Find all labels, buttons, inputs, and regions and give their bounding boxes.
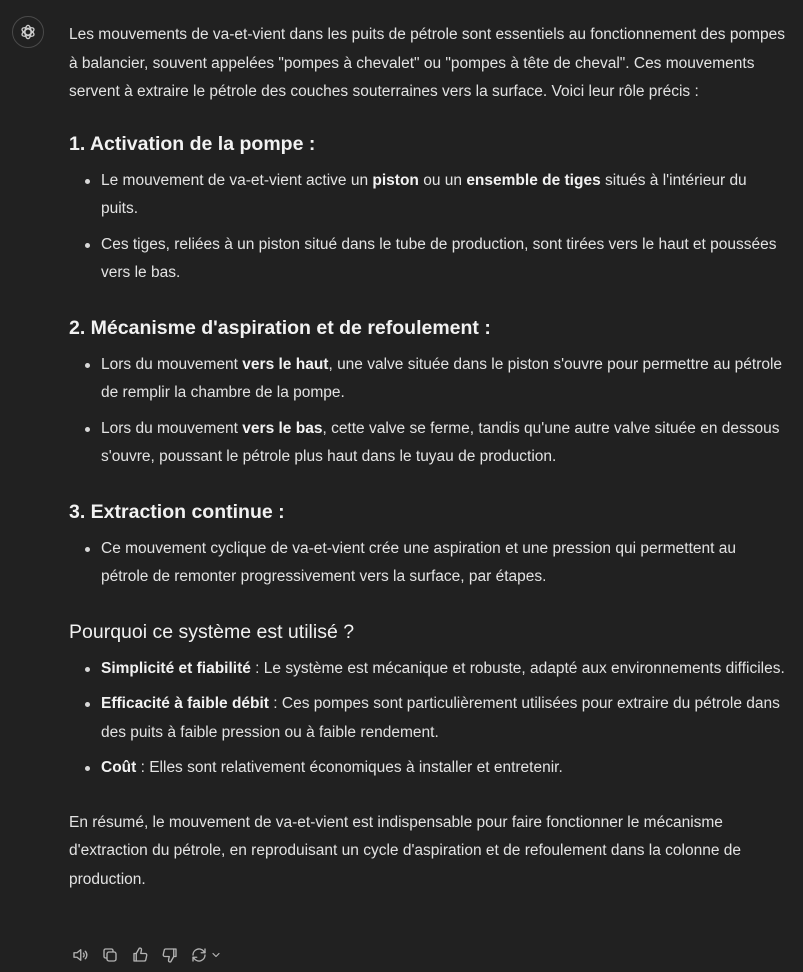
thumbs-up-icon bbox=[131, 946, 149, 964]
thumbs-down-icon bbox=[161, 946, 179, 964]
section-heading-extraction: 3. Extraction continue : bbox=[69, 500, 285, 523]
list-item: Lors du mouvement vers le bas, cette valve se ferme, tandis qu'une autre valve située en dessous s'ouvre, poussant le pétrole plus haut dans le tuyau de production. bbox=[101, 415, 785, 472]
copy-button[interactable] bbox=[100, 945, 120, 965]
conclusion-paragraph: En résumé, le mouvement de va-et-vient est indispensable pour faire fonctionner le mécanisme d'extraction du pétrole, en reproduisant un cycle d'aspiration et de refoulement dans la colonne de production. bbox=[69, 813, 741, 888]
list-item: Le mouvement de va-et-vient active un piston ou un ensemble de tiges situés à l'intérieur du puits. bbox=[101, 167, 785, 224]
regenerate-button[interactable] bbox=[190, 946, 222, 964]
openai-logo-icon bbox=[18, 22, 38, 42]
section-heading-activation: 1. Activation de la pompe : bbox=[69, 132, 316, 155]
section-heading-pourquoi: Pourquoi ce système est utilisé ? bbox=[69, 620, 355, 643]
chevron-down-icon bbox=[210, 949, 222, 961]
intro-paragraph: Les mouvements de va-et-vient dans les puits de pétrole sont essentiels au fonctionnement des pompes à balancier, souvent appelées "pompes à chevalet" ou "pompes à tête de cheval". Ces mouvements servent à extraire le pétrole des couches souterraines vers la surface. Voici leur rôle précis : bbox=[69, 26, 785, 100]
bad-response-button[interactable] bbox=[160, 945, 180, 965]
list-item: Efficacité à faible débit : Ces pompes sont particulièrement utilisées pour extraire du pétrole dans des puits à faible pression ou à faible rendement. bbox=[101, 690, 785, 747]
section-heading-mecanisme: 2. Mécanisme d'aspiration et de refoulement : bbox=[69, 316, 491, 339]
list-item: Ce mouvement cyclique de va-et-vient crée une aspiration et une pression qui permettent au pétrole de remonter progressivement vers la surface, par étapes. bbox=[101, 535, 785, 592]
list-item: Coût : Elles sont relativement économiques à installer et entretenir. bbox=[101, 754, 785, 783]
read-aloud-button[interactable] bbox=[70, 945, 90, 965]
list-item: Simplicité et fiabilité : Le système est mécanique et robuste, adapté aux environnements difficiles. bbox=[101, 655, 785, 684]
section-list-extraction bbox=[69, 535, 785, 592]
assistant-avatar bbox=[12, 16, 44, 48]
assistant-message bbox=[69, 21, 785, 894]
message-actions bbox=[70, 945, 222, 965]
section-list-mecanisme bbox=[69, 351, 785, 472]
regenerate-icon bbox=[190, 946, 208, 964]
list-item: Lors du mouvement vers le haut, une valve située dans le piston s'ouvre pour permettre au pétrole de remplir la chambre de la pompe. bbox=[101, 351, 785, 408]
section-list-pourquoi bbox=[69, 655, 785, 783]
speaker-icon bbox=[71, 946, 89, 964]
section-list-activation bbox=[69, 167, 785, 288]
copy-icon bbox=[101, 946, 119, 964]
list-item: Ces tiges, reliées à un piston situé dans le tube de production, sont tirées vers le haut et poussées vers le bas. bbox=[101, 231, 785, 288]
good-response-button[interactable] bbox=[130, 945, 150, 965]
